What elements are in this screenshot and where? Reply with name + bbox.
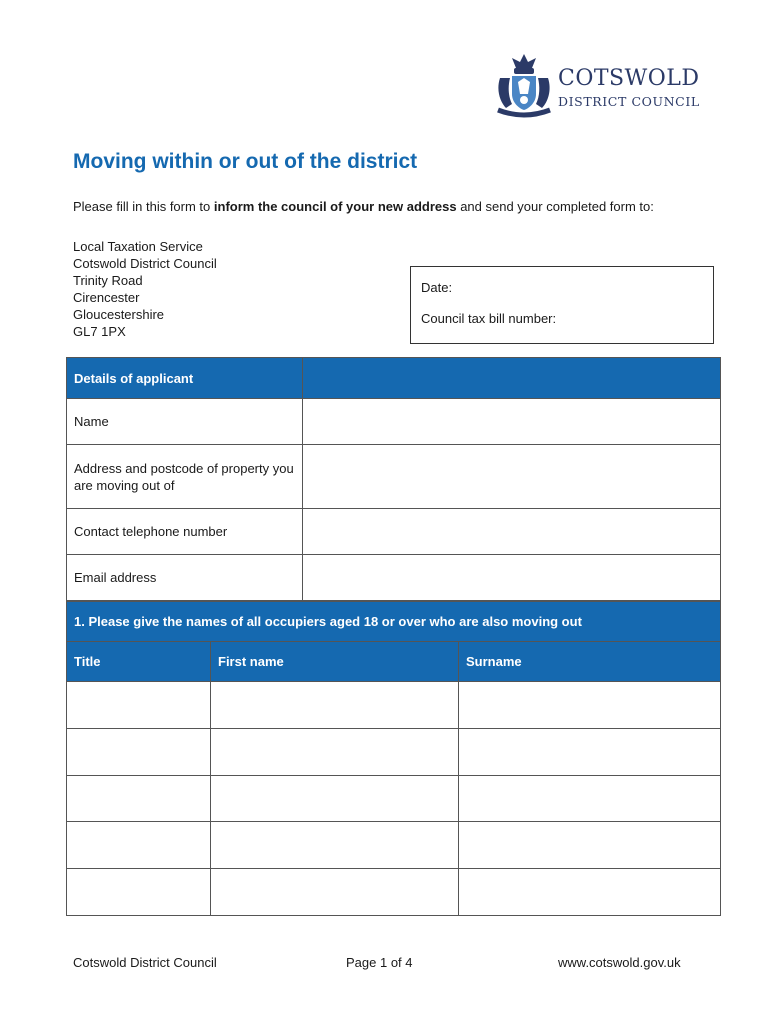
table-row: [67, 555, 721, 601]
crest-icon: [492, 50, 556, 120]
old-address-label: Address and postcode of property you are moving out of: [67, 445, 303, 509]
page-title: Moving within or out of the district: [73, 150, 418, 173]
email-label: Email address: [67, 555, 303, 601]
address-line: Cotswold District Council: [73, 256, 217, 271]
first-name-cell[interactable]: [211, 729, 459, 776]
bill-number-label: Council tax bill number:: [421, 311, 557, 326]
intro-bold: inform the council of your new address: [213, 199, 457, 214]
applicant-header-row: [67, 358, 721, 399]
logo-wordmark: COTSWOLD: [558, 66, 700, 91]
footer-website-link[interactable]: www.cotswold.gov.uk: [558, 955, 681, 970]
title-cell[interactable]: [67, 682, 211, 729]
phone-field[interactable]: [303, 509, 721, 555]
column-first-name: First name: [211, 642, 459, 682]
address-line: Local Taxation Service: [73, 239, 203, 254]
phone-label: Contact telephone number: [67, 509, 303, 555]
date-label: Date:: [421, 280, 453, 295]
address-line: Cirencester: [73, 290, 140, 305]
intro-before: Please fill in this form to: [73, 199, 214, 214]
occupiers-heading-table: [66, 601, 721, 642]
logo-subtitle: DISTRICT COUNCIL: [558, 94, 700, 109]
postal-address: [73, 238, 217, 340]
surname-cell[interactable]: [459, 682, 721, 729]
applicant-header-blank: [303, 358, 721, 399]
first-name-cell[interactable]: [211, 776, 459, 822]
first-name-cell[interactable]: [211, 869, 459, 916]
title-cell[interactable]: [67, 776, 211, 822]
address-line: GL7 1PX: [73, 324, 126, 339]
intro-after: and send your completed form to:: [456, 199, 654, 214]
footer-organisation: Cotswold District Council: [73, 955, 217, 970]
address-line: Gloucestershire: [73, 307, 165, 322]
occupiers-column-headers: [67, 642, 721, 682]
table-row: [67, 822, 721, 869]
old-address-field[interactable]: [303, 445, 721, 509]
title-cell[interactable]: [67, 822, 211, 869]
first-name-cell[interactable]: [211, 822, 459, 869]
title-cell[interactable]: [67, 869, 211, 916]
footer-page-number: Page 1 of 4: [346, 955, 413, 970]
applicant-table: [66, 357, 721, 601]
surname-cell[interactable]: [459, 869, 721, 916]
surname-cell[interactable]: [459, 776, 721, 822]
first-name-cell[interactable]: [211, 682, 459, 729]
intro-text: [73, 198, 703, 215]
column-title: Title: [67, 642, 211, 682]
table-row: [67, 776, 721, 822]
address-line: Trinity Road: [73, 273, 143, 288]
surname-cell[interactable]: [459, 729, 721, 776]
occupiers-heading: 1. Please give the names of all occupiers aged 18 or over who are also moving out: [67, 602, 721, 642]
surname-cell[interactable]: [459, 822, 721, 869]
title-cell[interactable]: [67, 729, 211, 776]
occupiers-heading-row: [67, 602, 721, 642]
name-label: Name: [67, 399, 303, 445]
table-row: [67, 399, 721, 445]
date-bill-box[interactable]: [410, 266, 714, 344]
table-row: [67, 869, 721, 916]
applicant-header: Details of applicant: [67, 358, 303, 399]
occupiers-table: [66, 641, 721, 916]
table-row: [67, 509, 721, 555]
name-field[interactable]: [303, 399, 721, 445]
table-row: [67, 682, 721, 729]
email-field[interactable]: [303, 555, 721, 601]
table-row: [67, 445, 721, 509]
column-surname: Surname: [459, 642, 721, 682]
table-row: [67, 729, 721, 776]
